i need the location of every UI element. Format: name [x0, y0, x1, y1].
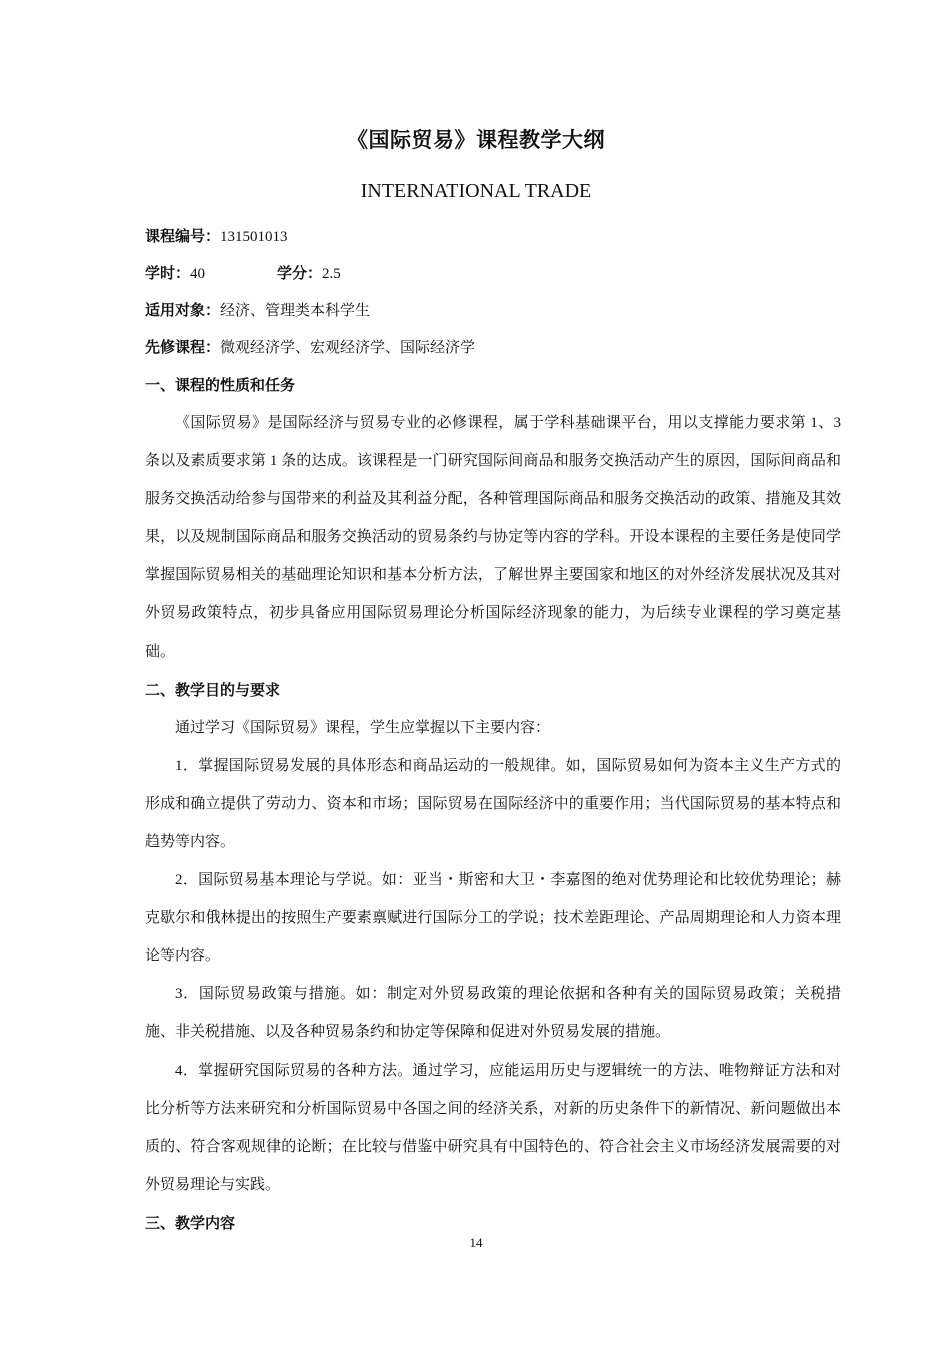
course-code-line — [145, 218, 841, 255]
audience-line — [145, 292, 841, 329]
section-paragraph: 4．掌握研究国际贸易的各种方法。通过学习，应能运用历史与逻辑统一的方法、唯物辩证方法和对比分析等方法来研究和分析国际贸易中各国之间的经济关系，对新的历史条件下的新情况、新问题做出本质的、符合客观规律的论断；在比较与借鉴中研究具有中国特色的、符合社会主义市场经济发展需要的对外贸易理论与实践。 — [145, 1062, 841, 1193]
document-title: 《国际贸易》课程教学大纲 — [347, 128, 605, 152]
document-body — [145, 218, 841, 1242]
course-code-value: 131501013 — [220, 229, 288, 245]
section-heading-objectives: 二、教学目的与要求 — [145, 680, 281, 699]
credits-value: 2.5 — [322, 266, 341, 282]
prerequisite-line — [145, 329, 841, 366]
document-subtitle: INTERNATIONAL TRADE — [360, 180, 592, 202]
section-paragraph: 《国际贸易》是国际经济与贸易专业的必修课程，属于学科基础课平台，用以支撑能力要求第 1、3 条以及素质要求第 1 条的达成。该课程是一门研究国际间商品和服务交换活动产生的原因，国际间商品和服务交换活动给参与国带来的利益及其利益分配，各种管理国际商品和服务交换活动的政策、措施及其效果，以及规制国际商品和服务交换活动的贸易条约与协定等内容的学科。开设本课程的主要任务是使同学掌握国际贸易相关的基础理论知识和基本分析方法，了解世界主要国家和地区的对外经济发展状况及其对外贸易政策特点，初步具备应用国际贸易理论分析国际经济现象的能力，为后续专业课程的学习奠定基础。 — [145, 415, 841, 660]
audience-label: 适用对象： — [145, 301, 221, 319]
section-heading-nature: 一、课程的性质和任务 — [145, 376, 296, 394]
prerequisite-label: 先修课程： — [145, 338, 221, 356]
hours-value: 40 — [190, 266, 206, 282]
section-paragraph: 通过学习《国际贸易》课程，学生应掌握以下主要内容： — [175, 719, 551, 736]
audience-value: 经济、管理类本科学生 — [220, 303, 371, 319]
section-paragraph: 3．国际贸易政策与措施。如：制定对外贸易政策的理论依据和各种有关的国际贸易政策；关税措施、非关税措施、以及各种贸易条约和协定等保障和促进对外贸易发展的措施。 — [145, 986, 841, 1041]
prerequisite-value: 微观经济学、宏观经济学、国际经济学 — [220, 340, 476, 356]
course-code-label: 课程编号： — [145, 227, 221, 245]
section-paragraph: 1．掌握国际贸易发展的具体形态和商品运动的一般规律。如，国际贸易如何为资本主义生产方式的形成和确立提供了劳动力、资本和市场；国际贸易在国际经济中的重要作用；当代国际贸易的基本特点和趋势等内容。 — [145, 757, 841, 850]
credits-label: 学分： — [277, 264, 323, 282]
hours-label: 学时： — [145, 264, 191, 282]
section-paragraph: 2．国际贸易基本理论与学说。如：亚当・斯密和大卫・李嘉图的绝对优势理论和比较优势理论；赫克歇尔和俄林提出的按照生产要素禀赋进行国际分工的学说；技术差距理论、产品周期理论和人力资本理论等内容。 — [145, 872, 841, 965]
hours-credits-line — [145, 255, 841, 292]
section-heading-content: 三、教学内容 — [145, 1213, 236, 1232]
page-number: 14 — [469, 1235, 483, 1250]
